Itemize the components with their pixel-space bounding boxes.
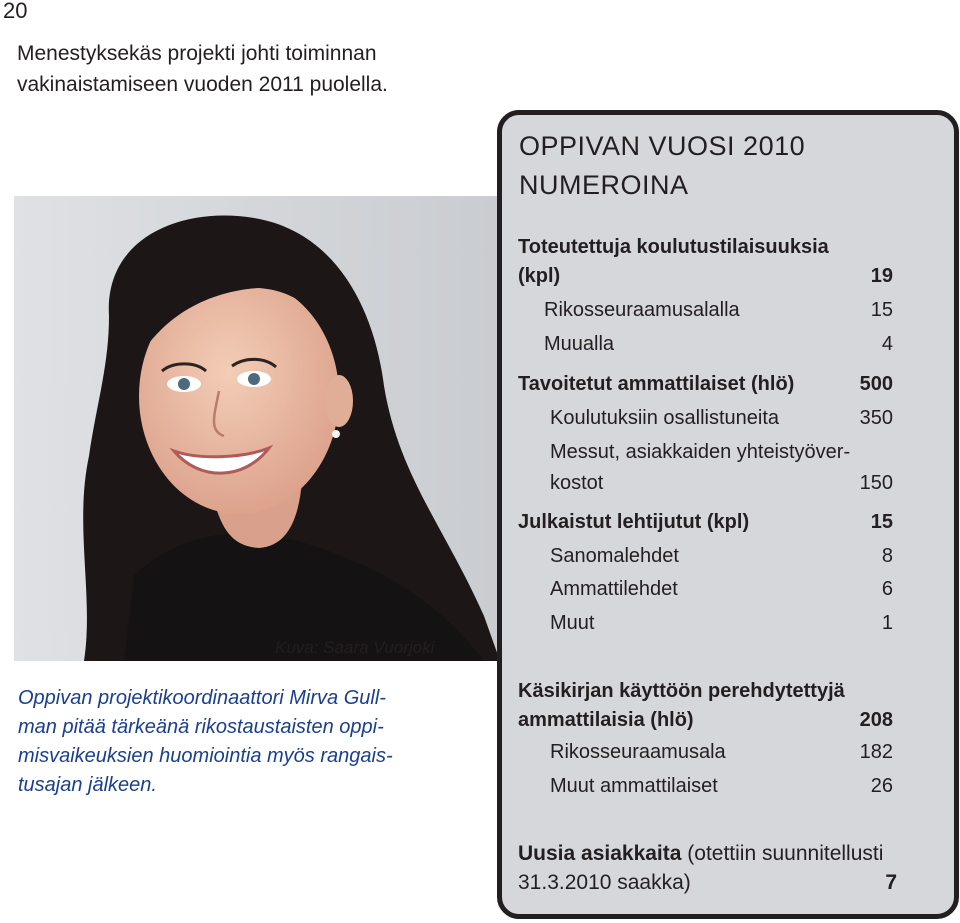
handbook-item-value: 26 <box>870 775 893 797</box>
articles-total: 15 <box>870 511 893 533</box>
caption-line-1: Oppivan projektikoordinaattori Mirva Gull- <box>18 687 386 709</box>
professionals-label: Tavoitetut ammattilaiset (hlö) <box>518 373 795 395</box>
new-clients-label-rest: (otettiin suunnitellusti <box>681 842 884 865</box>
articles-heading <box>518 511 893 534</box>
caption-line-2: man pitää tärkeänä rikostaustaisten oppi- <box>18 716 384 738</box>
professionals-item-value: 350 <box>859 407 893 429</box>
trainings-item <box>544 299 893 322</box>
professionals-item-value: 150 <box>859 472 893 494</box>
stats-title-line-2: NUMEROINA <box>519 170 689 200</box>
articles-item <box>550 612 893 635</box>
trainings-item-label: Rikosseuraamusalalla <box>544 299 740 321</box>
photo-credit: Kuva: Saara Vuorjoki <box>275 638 435 657</box>
professionals-item <box>550 407 893 430</box>
page-number: 20 <box>3 0 28 23</box>
caption-line-3: misvaikeuksien huomiointia myös rangais- <box>18 745 393 767</box>
articles-item-label: Muut <box>550 612 595 634</box>
trainings-item-value: 4 <box>881 333 893 355</box>
new-clients-label-bold: Uusia asiakkaita <box>518 842 682 865</box>
stats-title-line-1: OPPIVAN VUOSI 2010 <box>519 131 806 161</box>
trainings-item-value: 15 <box>870 299 893 321</box>
trainings-total: 19 <box>870 265 893 287</box>
handbook-item <box>550 741 893 764</box>
photo-caption <box>18 684 458 800</box>
handbook-item-value: 182 <box>859 741 893 763</box>
handbook-item <box>550 775 893 798</box>
intro-line-2: vakinaistamiseen vuoden 2011 puolella. <box>17 73 388 96</box>
articles-item-label: Ammattilehdet <box>550 578 678 600</box>
handbook-label-line-1: Käsikirjan käyttöön perehdytettyjä <box>518 680 845 702</box>
professionals-item-label: Koulutuksiin osallistuneita <box>550 407 780 429</box>
handbook-heading <box>518 677 893 735</box>
portrait-illustration <box>14 196 500 661</box>
articles-item <box>550 578 893 601</box>
professionals-heading <box>518 373 893 396</box>
professionals-item-label-line-1: Messut, asiakkaiden yhteistyöver- <box>550 441 851 463</box>
articles-item-value: 8 <box>881 545 893 567</box>
handbook-total: 208 <box>859 709 893 731</box>
new-clients <box>518 839 913 897</box>
new-clients-line-2: 31.3.2010 saakka) <box>518 871 691 894</box>
trainings-item <box>544 333 893 356</box>
intro-line-1: Menestyksekäs projekti johti toiminnan <box>17 42 377 65</box>
caption-line-4: tusajan jälkeen. <box>18 774 157 796</box>
stats-title <box>519 127 805 205</box>
articles-item-value: 6 <box>881 578 893 600</box>
articles-item-label: Sanomalehdet <box>550 545 679 567</box>
stats-box <box>497 110 959 919</box>
articles-item-value: 1 <box>881 612 893 634</box>
trainings-label-line-2: (kpl) <box>518 265 561 287</box>
handbook-label-line-2: ammattilaisia (hlö) <box>518 709 694 731</box>
articles-item <box>550 545 893 568</box>
professionals-item <box>550 437 893 499</box>
articles-label: Julkaistut lehtijutut (kpl) <box>518 511 750 533</box>
intro-text <box>17 38 457 100</box>
handbook-item-label: Muut ammattilaiset <box>550 775 718 797</box>
trainings-heading <box>518 233 893 291</box>
handbook-item-label: Rikosseuraamusala <box>550 741 726 763</box>
professionals-item-label-line-2: kostot <box>550 472 604 494</box>
professionals-total: 500 <box>859 373 893 395</box>
trainings-item-label: Muualla <box>544 333 615 355</box>
new-clients-value: 7 <box>885 871 897 894</box>
trainings-label-line-1: Toteutettuja koulutustilaisuuksia <box>518 236 829 258</box>
portrait-photo <box>14 196 500 661</box>
